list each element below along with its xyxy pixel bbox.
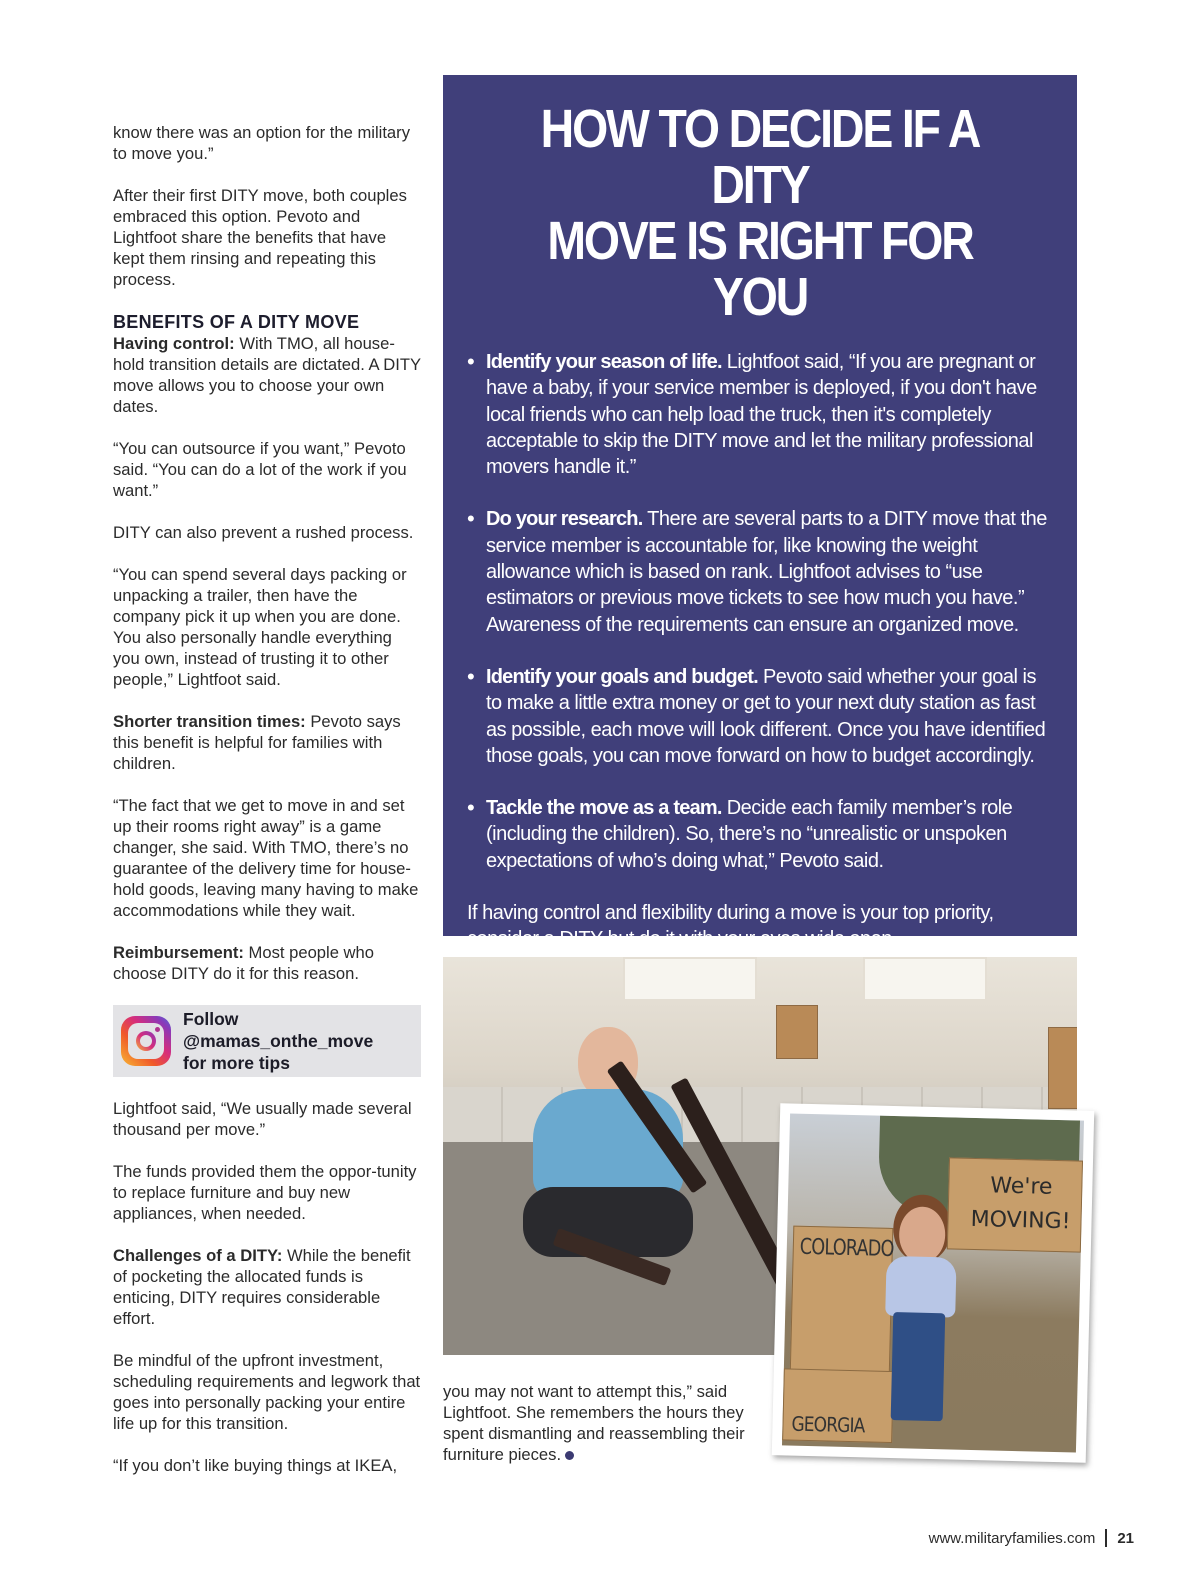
- box-label: COLORADO: [799, 1234, 894, 1263]
- paragraph: “The fact that we get to move in and set up their rooms right away” is a game changer, she said. With TMO, there’s no guarantee of the delivery time for house-hold goods, leaving many having to make accommodations while they wait.: [113, 796, 419, 920]
- bullet-lead: Identify your season of life.: [486, 351, 722, 373]
- callout-closing: If having control and flexibility during a move is your top priority, consider a DITY but do it with your eyes wide open.: [467, 902, 994, 951]
- lead-in: Having control:: [113, 334, 235, 353]
- instagram-tagline: for more tips: [183, 1053, 290, 1073]
- footer-url[interactable]: www.militaryfamilies.com: [928, 1529, 1096, 1547]
- bullet-text: Lightfoot said, “If you are pregnant or have a baby, if your service member is deployed, if you don't have local friends who can help load the truck, then it's completely acceptable to skip the DITY move and let the military professional movers handle it.”: [486, 351, 1037, 479]
- section-heading: BENEFITS OF A DITY MOVE: [113, 312, 360, 332]
- paragraph: Be mindful of the upfront investment, scheduling requirements and legwork that goes into personally packing your entire life up for this transition.: [113, 1351, 421, 1433]
- callout-list: [467, 349, 1053, 874]
- article-continuation: [443, 1381, 763, 1465]
- paragraph: [113, 333, 421, 417]
- instagram-icon: [121, 1016, 171, 1066]
- bullet-lead: Tackle the move as a team.: [486, 797, 722, 820]
- person-legs: [891, 1312, 946, 1421]
- box-georgia: [782, 1368, 894, 1443]
- paragraph: The funds provided them the oppor-tunity to replace furniture and buy new appliances, when needed.: [113, 1162, 417, 1223]
- cardboard-box: [776, 1005, 818, 1059]
- person-body: [885, 1256, 956, 1318]
- paragraph: After their first DITY move, both couples embraced this option. Pevoto and Lightfoot share the benefits that have kept them rinsing and repeating this process.: [113, 186, 407, 289]
- paragraph-text: Most people who choose DITY do it for this reason.: [113, 943, 374, 983]
- benefits-section: [113, 311, 421, 333]
- paragraph: [113, 942, 421, 984]
- paragraph-text: While the benefit of pocketing the allocated funds is enticing, DITY requires considerable effort.: [113, 1246, 411, 1328]
- callout-bullet: [467, 506, 1053, 637]
- paragraph: “You can outsource if you want,” Pevoto said. “You can do a lot of the work if you want.”: [113, 439, 407, 500]
- person-head: [898, 1206, 945, 1263]
- bullet-lead: Identify your goals and budget.: [486, 665, 758, 688]
- paragraph: [113, 1245, 421, 1329]
- footer-divider: [1105, 1529, 1107, 1547]
- lead-in: Shorter transition times:: [113, 712, 306, 731]
- sidebar-callout: [443, 75, 1077, 951]
- bullet-text: There are several parts to a DITY move that the service member is accountable for, like knowing the weight allowance which is based on rank. Lightfoot advises to “use estimators or previous move tickets to see how much you have.” Awareness of the requirements can ensure an organized move.: [486, 508, 1047, 636]
- left-column: [113, 122, 421, 1497]
- paragraph: Lightfoot said, “We usually made several thousand per move.”: [113, 1099, 412, 1139]
- page-number: 21: [1117, 1529, 1134, 1547]
- callout-bullet: [467, 664, 1053, 769]
- sign-line: MOVING!: [970, 1206, 1071, 1235]
- paragraph: “If you don’t like buying things at IKEA,: [113, 1456, 398, 1475]
- lead-in: Reimbursement:: [113, 943, 244, 962]
- callout-title-line: MOVE IS RIGHT FOR YOU: [547, 211, 973, 327]
- instagram-promo-text: [183, 1008, 413, 1074]
- lead-in: Challenges of a DITY:: [113, 1246, 283, 1265]
- page-footer: [929, 1529, 1134, 1547]
- paragraph: [113, 711, 421, 774]
- window: [863, 957, 987, 1001]
- callout-title-line: HOW TO DECIDE IF A DITY: [540, 99, 980, 215]
- paragraph: know there was an option for the military to move you.”: [113, 123, 410, 163]
- bullet-text: Pevoto said whether your goal is to make a little extra money or get to your next duty station as fast as possible, each move will look different. Once you have identified those goals, you can move forward on how to budget accordingly.: [486, 665, 1046, 767]
- paragraph-text: you may not want to attempt this,” said Lightfoot. She remembers the hours they spent dismantling and reassembling their furniture pieces.: [443, 1382, 745, 1464]
- sign-text: [960, 1169, 1082, 1240]
- bullet-text: Decide each family member’s role (including the children). So, there’s no “unrealistic or unspoken expectations of who’s doing what,” Pevoto said.: [486, 797, 1013, 872]
- callout-bullet: [467, 795, 1053, 874]
- callout-bullet: [467, 349, 1053, 480]
- cardboard-box: [1048, 1027, 1077, 1109]
- paragraph-text: Pevoto says this benefit is helpful for families with children.: [113, 712, 401, 773]
- window: [623, 957, 757, 1001]
- bullet-lead: Do your research.: [486, 508, 643, 531]
- end-mark-icon: [565, 1451, 574, 1460]
- paragraph-text: With TMO, all house-hold transition details are dictated. A DITY move allows you to choose your own dates.: [113, 334, 421, 416]
- instagram-handle: Follow @mamas_onthe_move: [183, 1009, 374, 1051]
- paragraph: DITY can also prevent a rushed process.: [113, 523, 414, 542]
- box-label: GEORGIA: [791, 1411, 865, 1438]
- paragraph: “You can spend several days packing or unpacking a trailer, then have the company pick it up when you are done. You also personally handle everything you own, instead of trusting it to other people,” Lightfoot said.: [113, 565, 407, 689]
- sign-box: [947, 1157, 1083, 1252]
- photo-moving-sign: [772, 1103, 1095, 1463]
- box-colorado: [790, 1226, 894, 1380]
- sign-line: We're: [990, 1173, 1053, 1200]
- instagram-promo[interactable]: [113, 1005, 421, 1077]
- callout-title: [508, 101, 1012, 325]
